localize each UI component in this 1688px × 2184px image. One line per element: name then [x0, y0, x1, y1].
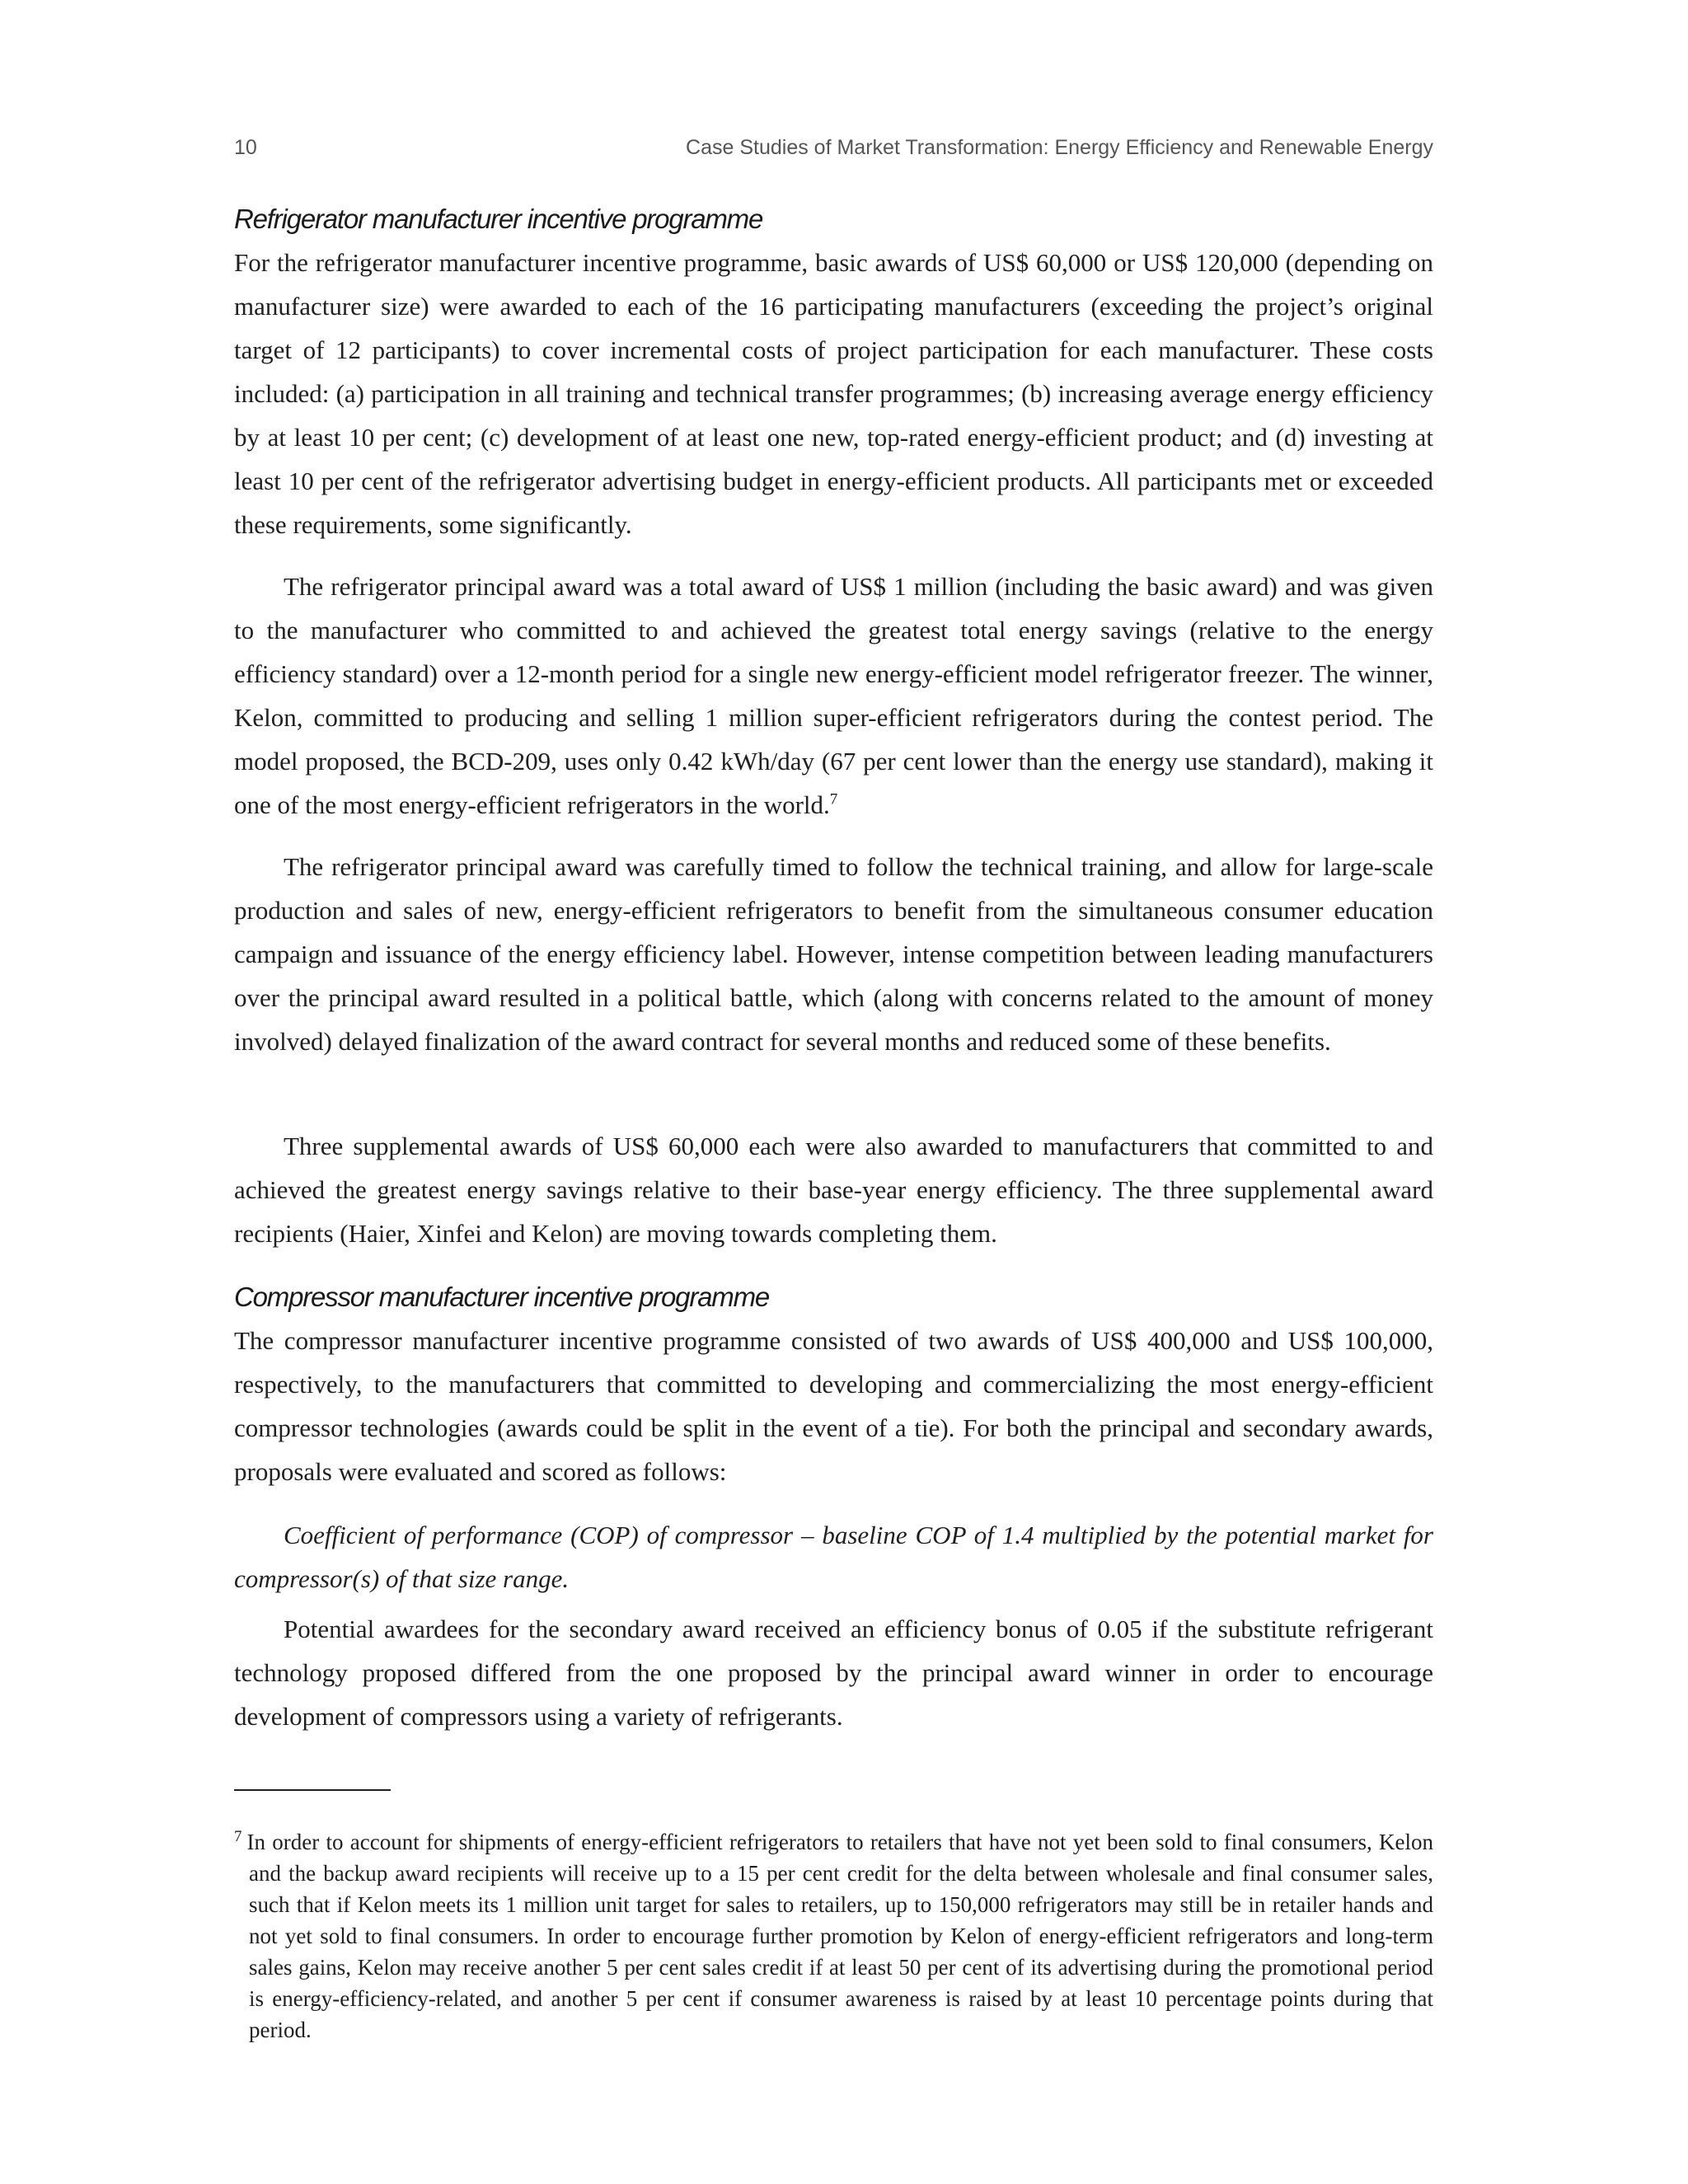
formula-cop-scoring: Coefficient of performance (COP) of compressor – baseline COP of 1.4 multiplied by the potential market for compressor(s) of that size range. [234, 1521, 1433, 1593]
paragraph-efficiency-bonus: Potential awardees for the secondary award received an efficiency bonus of 0.05 if the substitute refrigerant technology proposed differed from the one proposed by the principal award winner in order to encourage development of compressors using a variety of refrigerants. [234, 1615, 1433, 1731]
paragraph-text: The refrigerator principal award was a total award of US$ 1 million (including the basic award) and was given to the manufacturer who committed to and achieved the greatest total energy savings (relative to the energy efficiency standard) over a 12-month period for a single new energy-efficient model refrigerator freezer. The winner, Kelon, committed to producing and selling 1 million super-efficient refrigerators during the contest period. The model proposed, the BCD-209, uses only 0.42 kWh/day (67 per cent lower than the energy use standard), making it one of the most energy-efficient refrigerators in the world. [234, 572, 1433, 819]
paragraph-refrigerator-basic-awards: For the refrigerator manufacturer incentive programme, basic awards of US$ 60,000 or US$ 120,000 (depending on manufacturer size) were awarded to each of the 16 participating manufacturers (exceeding the project’s original target of 12 participants) to cover incremental costs of project participation for each manufacturer. These costs included: (a) participation in all training and technical transfer programmes; (b) increasing average energy efficiency by at least 10 per cent; (c) development of at least one new, top-rated energy-efficient product; and (d) investing at least 10 per cent of the refrigerator advertising budget in energy-efficient products. All participants met or exceeded these requirements, some significantly. [234, 248, 1433, 539]
footnote-divider [234, 1789, 391, 1791]
footnote-number: 7 [234, 1828, 242, 1845]
page-number: 10 [234, 136, 257, 159]
footnote-reference: 7 [829, 790, 838, 808]
paragraph-supplemental-awards: Three supplemental awards of US$ 60,000 each were also awarded to manufacturers that committed to and achieved the greatest energy savings relative to their base-year energy efficiency. The three supplemental award recipients (Haier, Xinfei and Kelon) are moving towards completing them. [234, 1132, 1433, 1248]
section-heading-refrigerator: Refrigerator manufacturer incentive programme [234, 204, 763, 234]
document-page [234, 0, 1433, 2184]
section-heading-compressor: Compressor manufacturer incentive programme [234, 1282, 770, 1312]
running-header [234, 136, 1433, 169]
footnote-text: In order to account for shipments of energy-efficient refrigerators to retailers that have not yet been sold to final consumers, Kelon and the backup award recipients will receive up to a 15 per cent credit for the delta between wholesale and final consumer sales, such that if Kelon meets its 1 million unit target for sales to retailers, up to 150,000 refrigerators may still be in retailer hands and not yet sold to final consumers. In order to encourage further promotion by Kelon of energy-efficient refrigerators and long-term sales gains, Kelon may receive another 5 per cent sales credit if at least 50 per cent of its advertising during the promotional period is energy-efficiency-related, and another 5 per cent if consumer awareness is raised by at least 10 percentage points during that period. [246, 1830, 1433, 2042]
footnote-7 [234, 1826, 1433, 2046]
paragraph-compressor-programme: The compressor manufacturer incentive programme consisted of two awards of US$ 400,000 and US$ 100,000, respectively, to the manufacturers that committed to developing and commercializing the most energy-efficient compressor technologies (awards could be split in the event of a tie). For both the principal and secondary awards, proposals were evaluated and scored as follows: [234, 1326, 1433, 1486]
paragraph-refrigerator-principal-award [234, 565, 1433, 827]
paragraph-award-timing: The refrigerator principal award was carefully timed to follow the technical training, and allow for large-scale production and sales of new, energy-efficient refrigerators to benefit from the simultaneous consumer education campaign and issuance of the energy efficiency label. However, intense competition between leading manufacturers over the principal award resulted in a political battle, which (along with concerns related to the amount of money involved) delayed finalization of the award contract for several months and reduced some of these benefits. [234, 852, 1433, 1056]
running-title: Case Studies of Market Transformation: Energy Efficiency and Renewable Energy [686, 136, 1433, 159]
